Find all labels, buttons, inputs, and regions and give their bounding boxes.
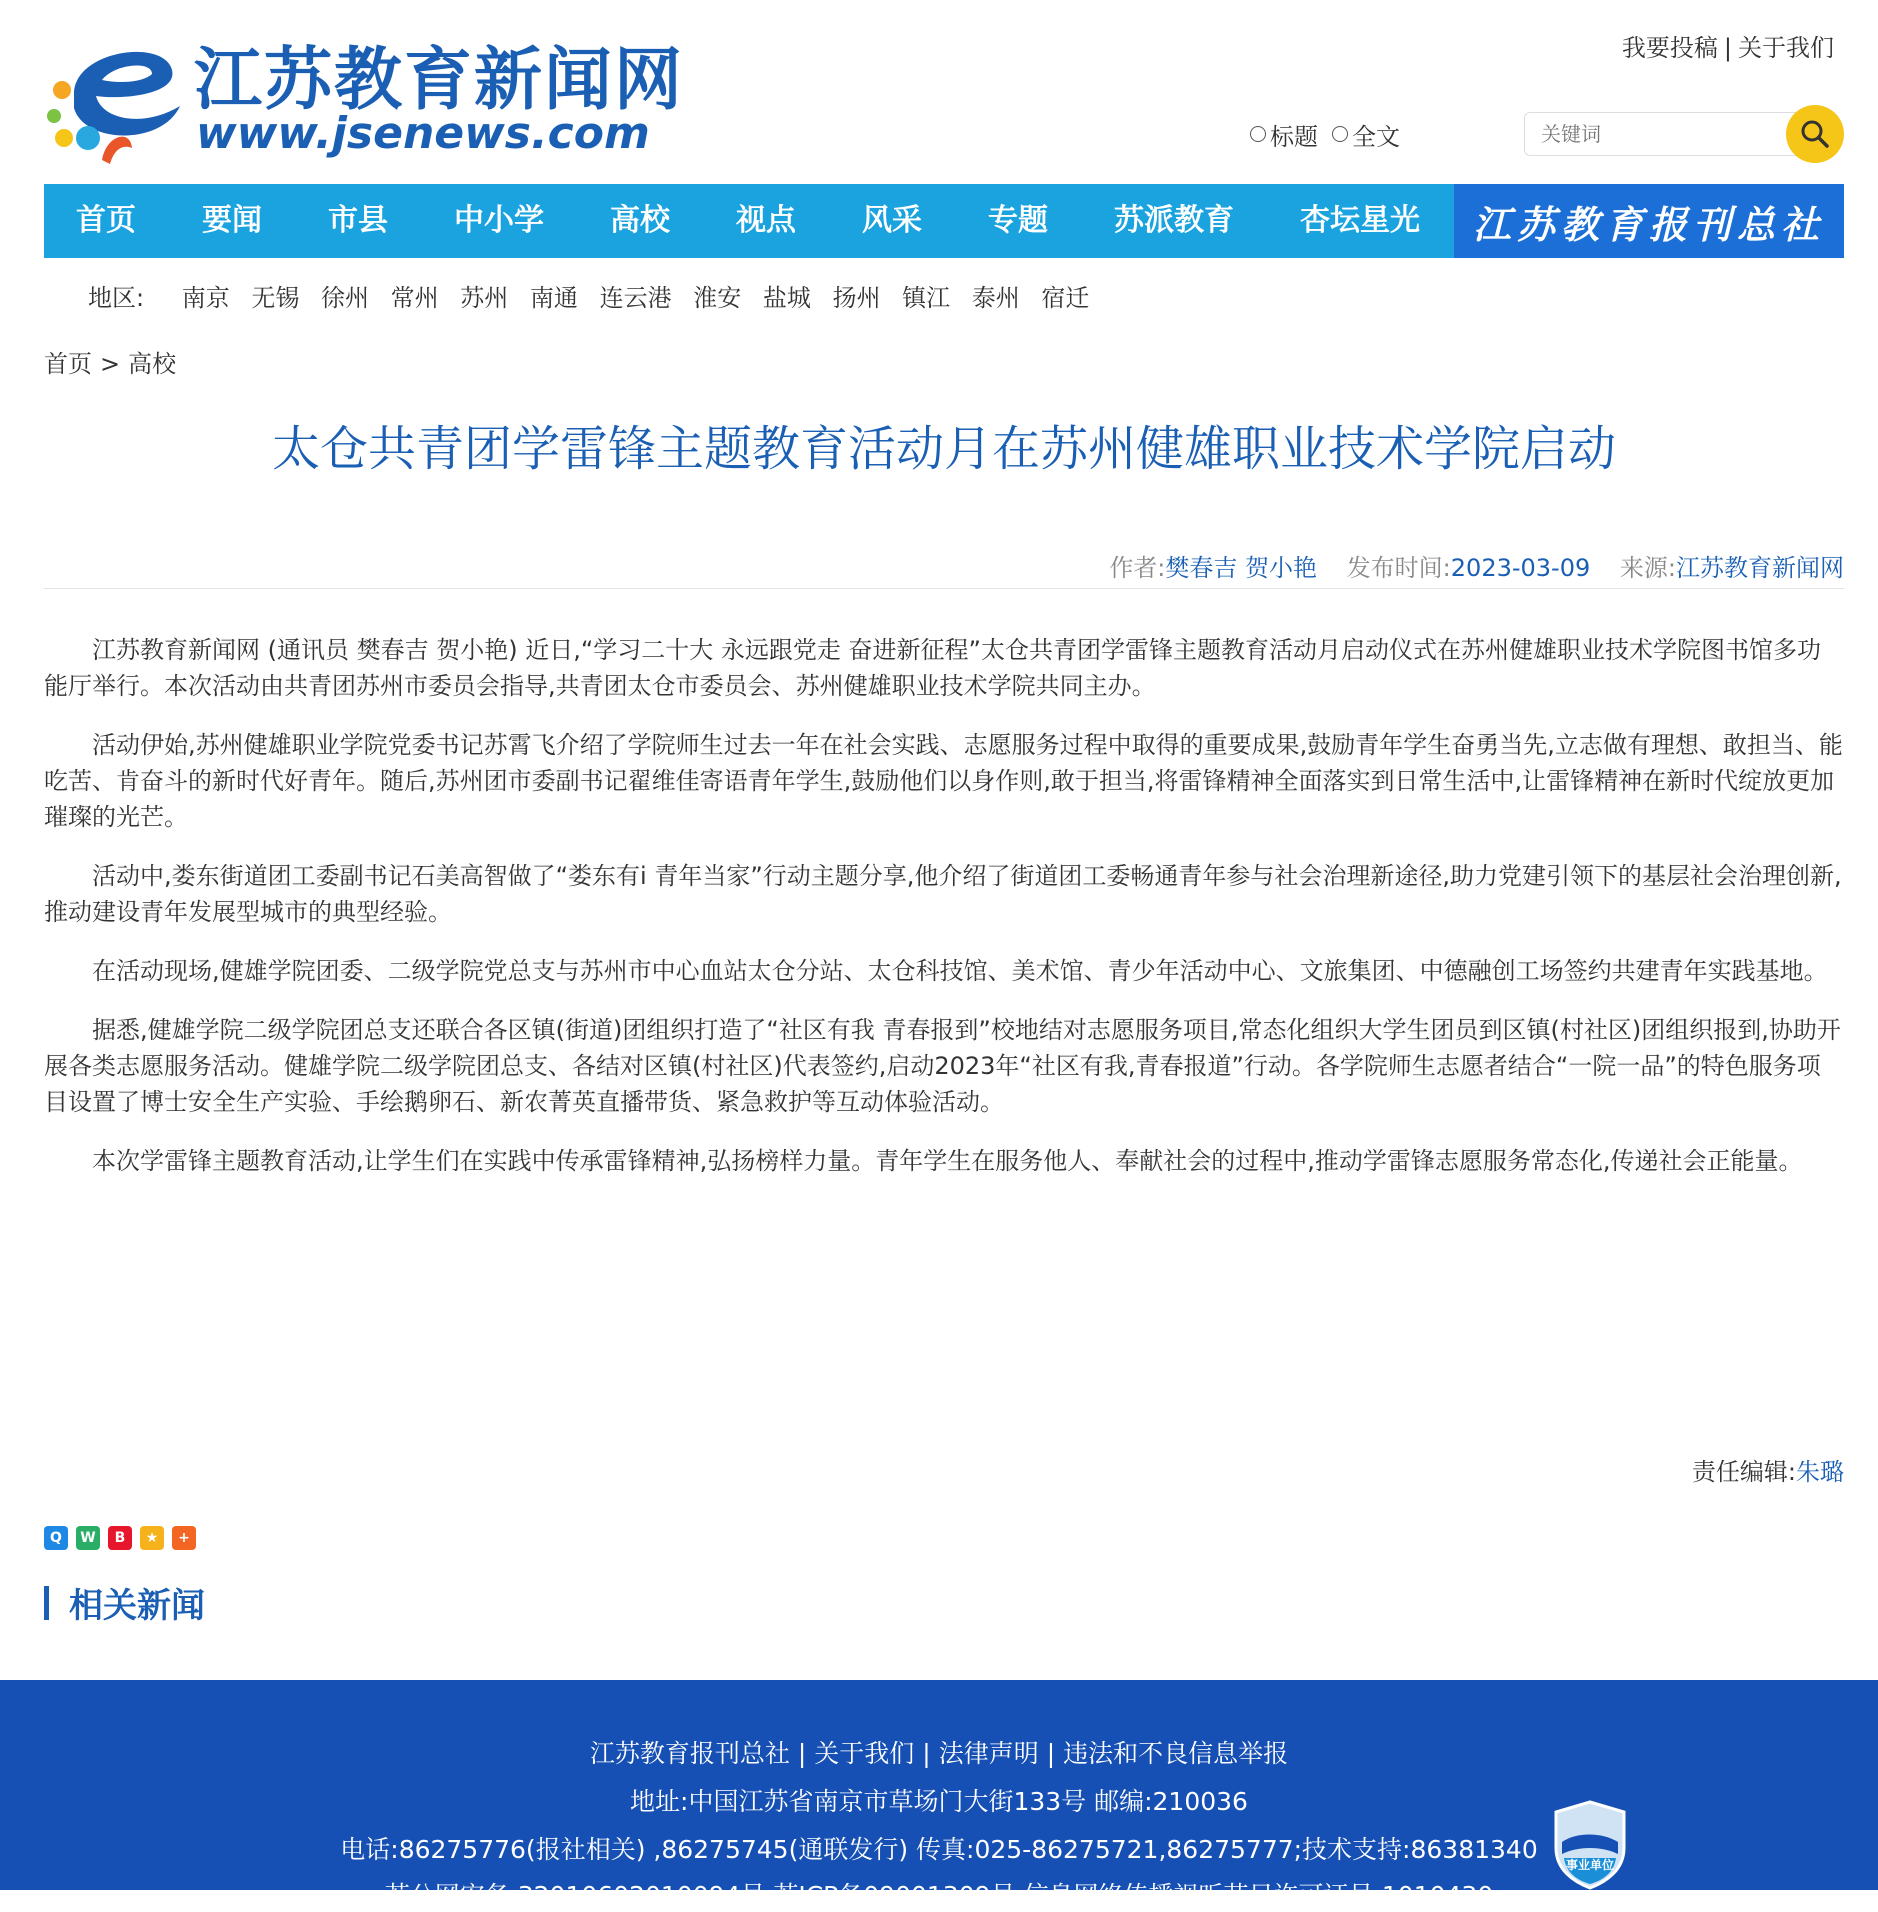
source-label: 来源: <box>1619 554 1676 582</box>
region-item[interactable]: 宿迁 <box>1041 284 1090 312</box>
nav-supai[interactable]: 苏派教育 <box>1114 203 1234 238</box>
nav-schools[interactable]: 中小学 <box>454 203 544 238</box>
author-label: 作者: <box>1109 554 1166 582</box>
submit-link[interactable]: 我要投稿 <box>1621 34 1718 62</box>
footer-license: 苏公网安备 32010602010094号 苏ICP备09001309号 信息网络传播视听节目许可证号:1010430 <box>384 1881 1494 1910</box>
footer-link-report[interactable]: 违法和不良信息举报 <box>1063 1739 1289 1768</box>
region-item[interactable]: 南京 <box>181 284 230 312</box>
author-value: 樊春吉 贺小艳 <box>1165 554 1318 582</box>
editor-label: 责任编辑: <box>1691 1458 1796 1486</box>
weibo-icon[interactable]: B <box>108 1526 132 1550</box>
search-button[interactable] <box>1786 105 1844 163</box>
top-links-separator: | <box>1723 34 1732 62</box>
region-item[interactable]: 镇江 <box>902 284 951 312</box>
footer-link-press[interactable]: 江苏教育报刊总社 <box>589 1739 790 1768</box>
search-mode-fulltext-label: 全文 <box>1352 122 1400 151</box>
region-item[interactable]: 苏州 <box>460 284 509 312</box>
source-value[interactable]: 江苏教育新闻网 <box>1676 554 1844 582</box>
meta-divider <box>44 588 1844 589</box>
region-item[interactable]: 扬州 <box>832 284 881 312</box>
main-nav <box>44 184 1844 258</box>
date-value: 2023-03-09 <box>1450 554 1591 582</box>
top-links <box>1622 28 1834 63</box>
nav-xingtan[interactable]: 杏坛星光 <box>1300 203 1420 238</box>
about-link[interactable]: 关于我们 <box>1738 34 1834 62</box>
region-item[interactable]: 徐州 <box>321 284 370 312</box>
breadcrumb-home[interactable]: 首页 <box>44 350 92 378</box>
article-title: 太仓共青团学雷锋主题教育活动月在苏州健雄职业技术学院启动 <box>271 421 1616 477</box>
footer-links <box>0 1734 1878 1770</box>
breadcrumb-separator: > <box>100 350 121 378</box>
breadcrumb-current[interactable]: 高校 <box>128 350 177 378</box>
article-body <box>44 632 1844 1202</box>
wechat-icon[interactable]: W <box>76 1526 100 1550</box>
region-label: 地区: <box>88 284 145 312</box>
footer-separator: | <box>797 1739 807 1768</box>
radio-icon <box>1332 126 1348 142</box>
logo-e-icon <box>44 20 194 170</box>
footer-separator: | <box>922 1739 931 1768</box>
shield-icon <box>1550 1798 1630 1890</box>
article-paragraph: 活动伊始,苏州健雄职业学院党委书记苏霄飞介绍了学院师生过去一年在社会实践、志愿服务过程中取得的重要成果,鼓励青年学生奋勇当先,立志做有理想、敢担当、能吃苦、肯奋斗的新时代好青年。随后,苏州团市委副书记翟维佳寄语青年学生,鼓励他们以身作则,敢于担当,将雷锋精神全面落实到日常生活中,让雷锋精神在新时代绽放更加璀璨的光芒。 <box>44 731 1843 831</box>
region-item[interactable]: 盐城 <box>762 284 811 312</box>
qq-icon[interactable]: Q <box>44 1526 68 1550</box>
qzone-icon[interactable]: ★ <box>140 1526 164 1550</box>
nav-news[interactable]: 要闻 <box>202 203 262 238</box>
editor-value: 朱璐 <box>1796 1458 1844 1486</box>
nav-brand-banner[interactable]: 江苏教育报刊总社 <box>1454 184 1844 258</box>
footer-link-about[interactable]: 关于我们 <box>814 1739 915 1768</box>
footer <box>0 1680 1878 1910</box>
search-bar <box>1250 108 1844 160</box>
article-meta <box>1109 548 1844 583</box>
header <box>44 20 1844 180</box>
region-item[interactable]: 无锡 <box>251 284 300 312</box>
search-mode-title[interactable] <box>1250 117 1318 152</box>
article-paragraph: 在活动现场,健雄学院团委、二级学院党总支与苏州市中心血站太仓分站、太仓科技馆、美术馆、青少年活动中心、文旅集团、中德融创工场签约共建青年实践基地。 <box>92 957 1828 985</box>
region-item[interactable]: 淮安 <box>693 284 742 312</box>
more-icon[interactable]: + <box>172 1526 196 1550</box>
region-item[interactable]: 连云港 <box>599 284 672 312</box>
nav-cities[interactable]: 市县 <box>328 203 388 238</box>
responsible-editor <box>1692 1452 1844 1487</box>
breadcrumb <box>44 344 176 379</box>
article-paragraph: 江苏教育新闻网 (通讯员 樊春吉 贺小艳) 近日,“学习二十大 永远跟党走 奋进新征程”太仓共青团学雷锋主题教育活动月启动仪式在苏州健雄职业技术学院图书馆多功能厅举行。本次活动由共青团苏州市委员会指导,共青团太仓市委员会、苏州健雄职业技术学院共同主办。 <box>44 636 1821 700</box>
logo-title: 江苏教育新闻网 <box>194 41 685 120</box>
date-label: 发布时间: <box>1346 554 1451 582</box>
footer-address: 地址:中国江苏省南京市草场门大街133号 邮编:210036 <box>630 1787 1248 1816</box>
search-mode-fulltext[interactable] <box>1332 117 1400 152</box>
share-bar <box>44 1526 196 1550</box>
footer-separator: | <box>1046 1739 1056 1768</box>
region-item[interactable]: 常州 <box>390 284 439 312</box>
search-input[interactable] <box>1524 112 1800 156</box>
region-item[interactable]: 泰州 <box>971 284 1020 312</box>
region-bar <box>88 278 1103 313</box>
logo-url: www.jsenews.com <box>196 108 650 159</box>
search-mode-title-label: 标题 <box>1270 122 1318 151</box>
public-institution-badge[interactable] <box>1550 1798 1630 1890</box>
nav-home[interactable]: 首页 <box>76 203 136 238</box>
related-news-title: 相关新闻 <box>69 1586 205 1626</box>
search-icon <box>1800 119 1830 149</box>
region-item[interactable]: 南通 <box>529 284 578 312</box>
site-logo[interactable] <box>44 20 704 170</box>
nav-viewpoint[interactable]: 视点 <box>736 203 796 238</box>
article-paragraph: 据悉,健雄学院二级学院团总支还联合各区镇(街道)团组织打造了“社区有我 青春报到”校地结对志愿服务项目,常态化组织大学生团员到区镇(村社区)团组织报到,协助开展各类志愿服务活动。健雄学院二级学院团总支、各结对区镇(村社区)代表签约,启动2023年“社区有我,青春报道”行动。各学院师生志愿者结合“一院一品”的特色服务项目设置了博士安全生产实验、手绘鹅卵石、新农菁英直播带货、紧急救护等互动体验活动。 <box>44 1016 1841 1116</box>
footer-phone: 电话:86275776(报社相关) ,86275745(通联发行) 传真:025-86275721,86275777;技术支持:86381340 <box>340 1835 1538 1864</box>
heading-bar <box>44 1586 49 1620</box>
nav-profiles[interactable]: 风采 <box>862 203 922 238</box>
article-paragraph: 活动中,娄东街道团工委副书记石美高智做了“娄东有i 青年当家”行动主题分享,他介绍了街道团工委畅通青年参与社会治理新途径,助力党建引领下的基层社会治理创新,推动建设青年发展型城市的典型经验。 <box>44 862 1842 926</box>
nav-universities[interactable]: 高校 <box>610 203 670 238</box>
radio-icon <box>1250 126 1266 142</box>
footer-link-legal[interactable]: 法律声明 <box>938 1739 1039 1768</box>
nav-topics[interactable]: 专题 <box>988 203 1048 238</box>
related-news-heading <box>44 1578 205 1627</box>
badge-label: 事业单位 <box>1565 1858 1614 1872</box>
article-paragraph: 本次学雷锋主题教育活动,让学生们在实践中传承雷锋精神,弘扬榜样力量。青年学生在服务他人、奉献社会的过程中,推动学雷锋志愿服务常态化,传递社会正能量。 <box>92 1147 1803 1175</box>
